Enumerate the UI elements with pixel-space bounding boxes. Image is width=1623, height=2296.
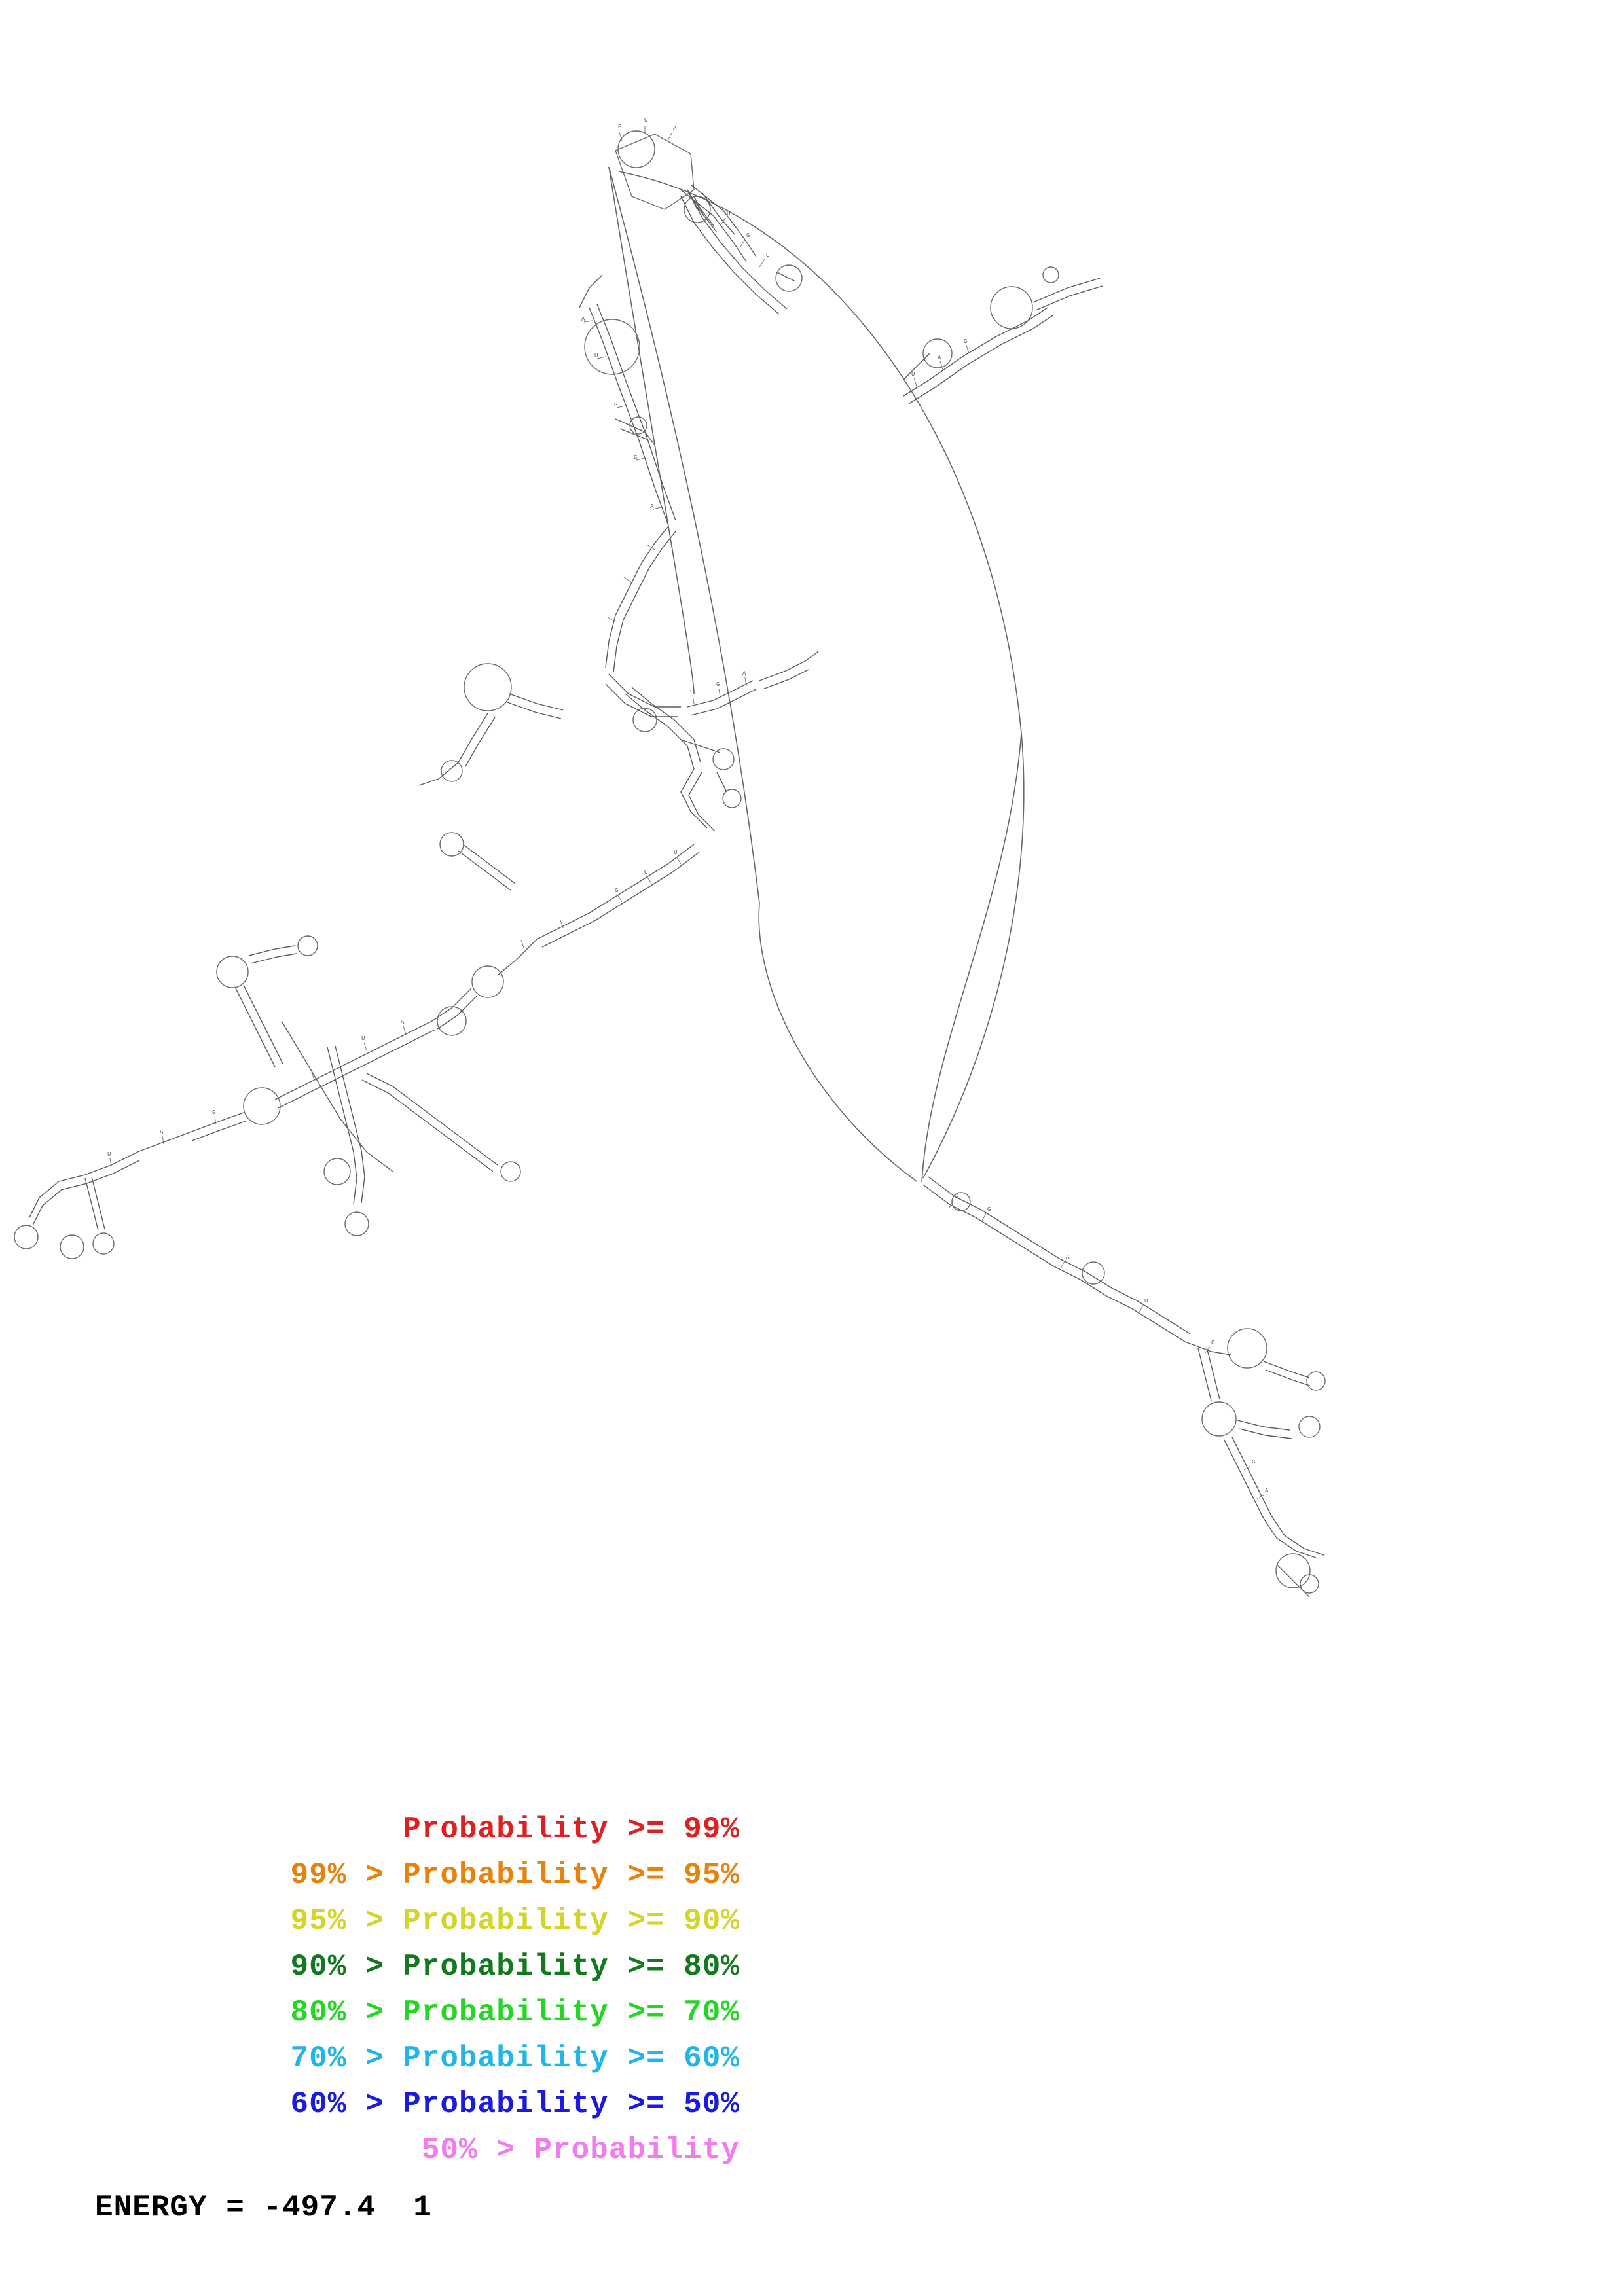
legend-row-2 [0,1898,740,1944]
svg-text:G: G [1252,1459,1256,1465]
svg-text:U: U [1144,1298,1148,1304]
legend-row-6 [0,2081,740,2127]
svg-text:C: C [644,117,648,124]
legend-label-3: 90% > Probability >= 80% [290,1950,740,1984]
svg-text:A: A [401,1019,405,1026]
legend-row-1 [0,1852,740,1898]
long-range-backbone-arcs [609,167,1024,1182]
legend-label-1: 99% > Probability >= 95% [290,1858,740,1892]
legend-row-0 [0,1806,740,1852]
svg-text:C: C [644,869,648,876]
svg-text:A: A [1265,1488,1269,1494]
energy-label: ENERGY = -497.4 1 [95,2191,432,2225]
svg-text:C: C [1211,1340,1215,1346]
svg-text:G: G [746,232,750,239]
svg-text:U: U [594,353,598,359]
svg-text:C: C [955,1193,958,1200]
svg-text:U: U [911,371,915,378]
legend-label-6: 60% > Probability >= 50% [290,2087,740,2121]
svg-text:A: A [673,125,677,132]
svg-text:U: U [674,850,678,856]
svg-text:A: A [581,316,585,323]
legend-label-2: 95% > Probability >= 90% [290,1904,740,1938]
legend-label-0: Probability >= 99% [403,1812,740,1846]
svg-text:U: U [727,211,731,217]
svg-text:A: A [650,503,654,510]
svg-text:U: U [361,1035,365,1042]
legend-row-4 [0,1990,740,2036]
svg-text:G: G [716,681,720,688]
legend-label-4: 80% > Probability >= 70% [290,1996,740,2030]
svg-text:G: G [212,1109,216,1116]
legend-row-3 [0,1944,740,1990]
svg-text:C: C [690,688,694,694]
svg-text:C: C [309,1065,313,1071]
svg-text:A: A [1066,1254,1070,1261]
svg-text:A: A [938,355,941,361]
svg-text:U: U [107,1151,111,1158]
svg-text:G: G [615,888,619,894]
svg-text:A: A [742,670,746,677]
base-tick-marks [110,126,1264,1499]
svg-text:A: A [160,1129,164,1136]
probability-legend [0,1806,1623,2231]
svg-text:G: G [987,1206,991,1213]
svg-text:G: G [614,402,618,408]
legend-label-7: 50% > Probability [421,2133,740,2167]
svg-text:G: G [618,124,622,130]
svg-text:G: G [964,338,968,345]
legend-label-5: 70% > Probability >= 60% [290,2041,740,2075]
legend-row-7 [0,2127,740,2173]
svg-text:C: C [766,252,770,259]
svg-text:C: C [634,454,638,461]
legend-row-5 [0,2036,740,2081]
helix-strands [14,131,1325,1597]
